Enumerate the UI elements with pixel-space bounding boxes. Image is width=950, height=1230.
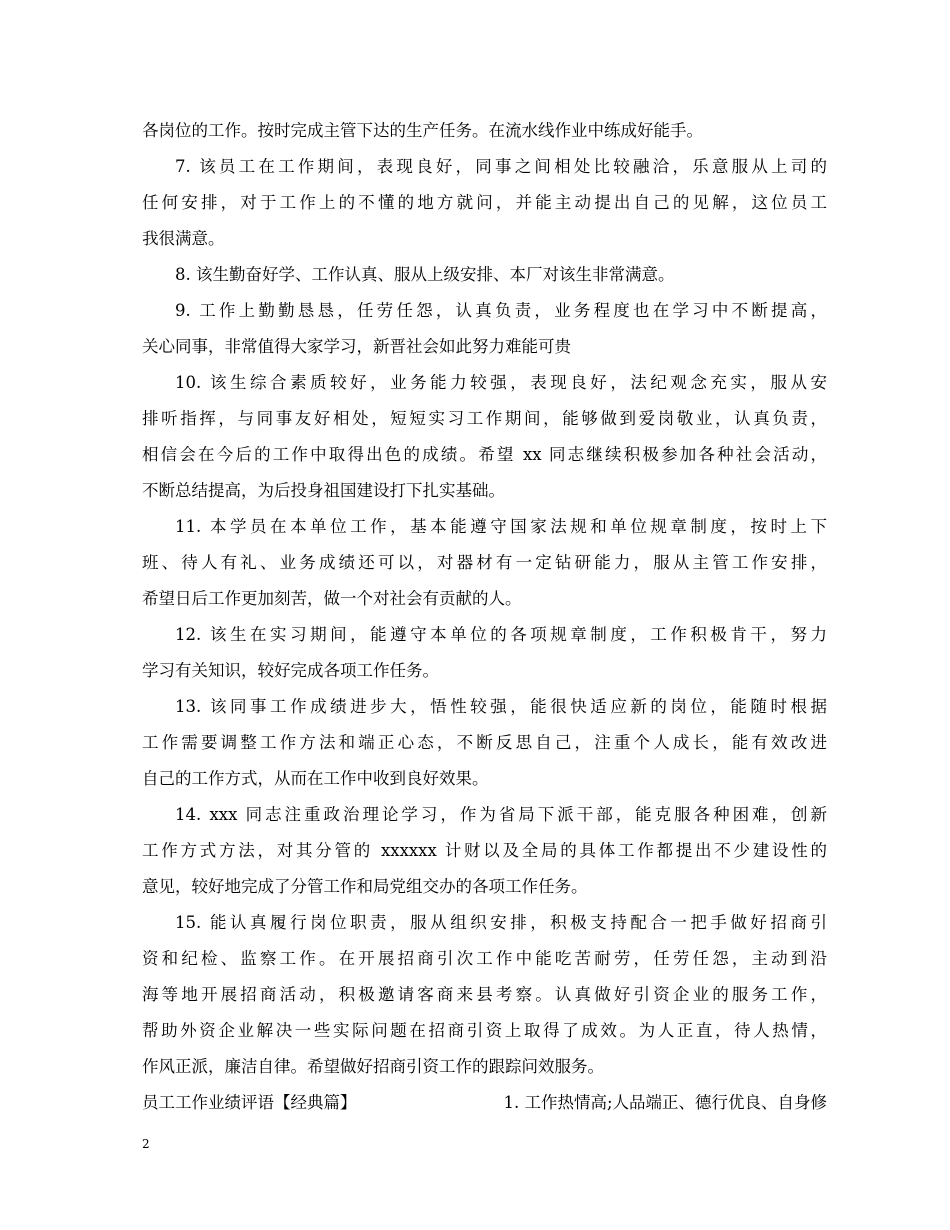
text-line: 11. 本学员在本单位工作，基本能遵守国家法规和单位规章制度，按时上下 [175,517,827,536]
text-line: 工作需要调整工作方法和端正心态，不断反思自己，注重个人成长，能有效改进 [142,733,827,752]
text-line: 工作方式方法，对其分管的 xxxxxx 计财以及全局的具体工作都提出不少建设性的 [142,841,827,860]
text-line: 任何安排，对于工作上的不懂的地方就问，并能主动提出自己的见解，这位员工 [142,193,827,212]
text-line: 7. 该员工在工作期间，表现良好，同事之间相处比较融洽，乐意服从上司的 [175,157,827,176]
text-line: 海等地开展招商活动，积极邀请客商来县考察。认真做好引资企业的服务工作， [142,985,827,1004]
text-line: 相信会在今后的工作中取得出色的成绩。希望 xx 同志继续积极参加各种社会活动， [142,445,827,464]
text-line: 各岗位的工作。按时完成主管下达的生产任务。在流水线作业中练成好能手。 [142,121,703,140]
section-item: 1. 工作热情高;人品端正、德行优良、自身修 [503,1093,827,1112]
text-line: 我很满意。 [142,229,225,248]
text-line: 作风正派，廉洁自律。希望做好招商引资工作的跟踪问效服务。 [142,1057,604,1076]
text-line: 帮助外资企业解决一些实际问题在招商引资上取得了成效。为人正直，待人热情， [142,1021,827,1040]
text-line: 8. 该生勤奋好学、工作认真、服从上级安排、本厂对该生非常满意。 [175,265,675,284]
document-body [142,113,827,1121]
page-number: 2 [142,1137,150,1151]
text-line: 10. 该生综合素质较好，业务能力较强，表现良好，法纪观念充实，服从安 [175,373,827,392]
text-line: 希望日后工作更加刻苦，做一个对社会有贡献的人。 [142,589,522,608]
final-text-line [142,1085,827,1121]
text-line: 13. 该同事工作成绩进步大，悟性较强，能很快适应新的岗位，能随时根据 [175,697,827,716]
text-line: 班、待人有礼、业务成绩还可以，对器材有一定钻研能力，服从主管工作安排， [142,553,827,572]
text-line: 不断总结提高，为后投身祖国建设打下扎实基础。 [142,481,505,500]
text-line: 15. 能认真履行岗位职责，服从组织安排，积极支持配合一把手做好招商引 [175,913,827,932]
section-heading: 员工工作业绩评语【经典篇】 [142,1093,357,1112]
text-line: 意见，较好地完成了分管工作和局党组交办的各项工作任务。 [142,877,588,896]
text-line: 排听指挥，与同事友好相处，短短实习工作期间，能够做到爱岗敬业，认真负责， [142,409,827,428]
text-line: 9. 工作上勤勤恳恳，任劳任怨，认真负责，业务程度也在学习中不断提高， [175,301,827,320]
text-line: 学习有关知识，较好完成各项工作任务。 [142,661,439,680]
text-line: 资和纪检、监察工作。在开展招商引次工作中能吃苦耐劳，任劳任怨，主动到沿 [142,949,827,968]
text-line: 自己的工作方式，从而在工作中收到良好效果。 [142,769,489,788]
text-line: 14. xxx 同志注重政治理论学习，作为省局下派干部，能克服各种困难，创新 [175,805,827,824]
text-line: 关心同事，非常值得大家学习，新晋社会如此努力难能可贵 [142,337,571,356]
text-line: 12. 该生在实习期间，能遵守本单位的各项规章制度，工作积极肯干，努力 [175,625,827,644]
